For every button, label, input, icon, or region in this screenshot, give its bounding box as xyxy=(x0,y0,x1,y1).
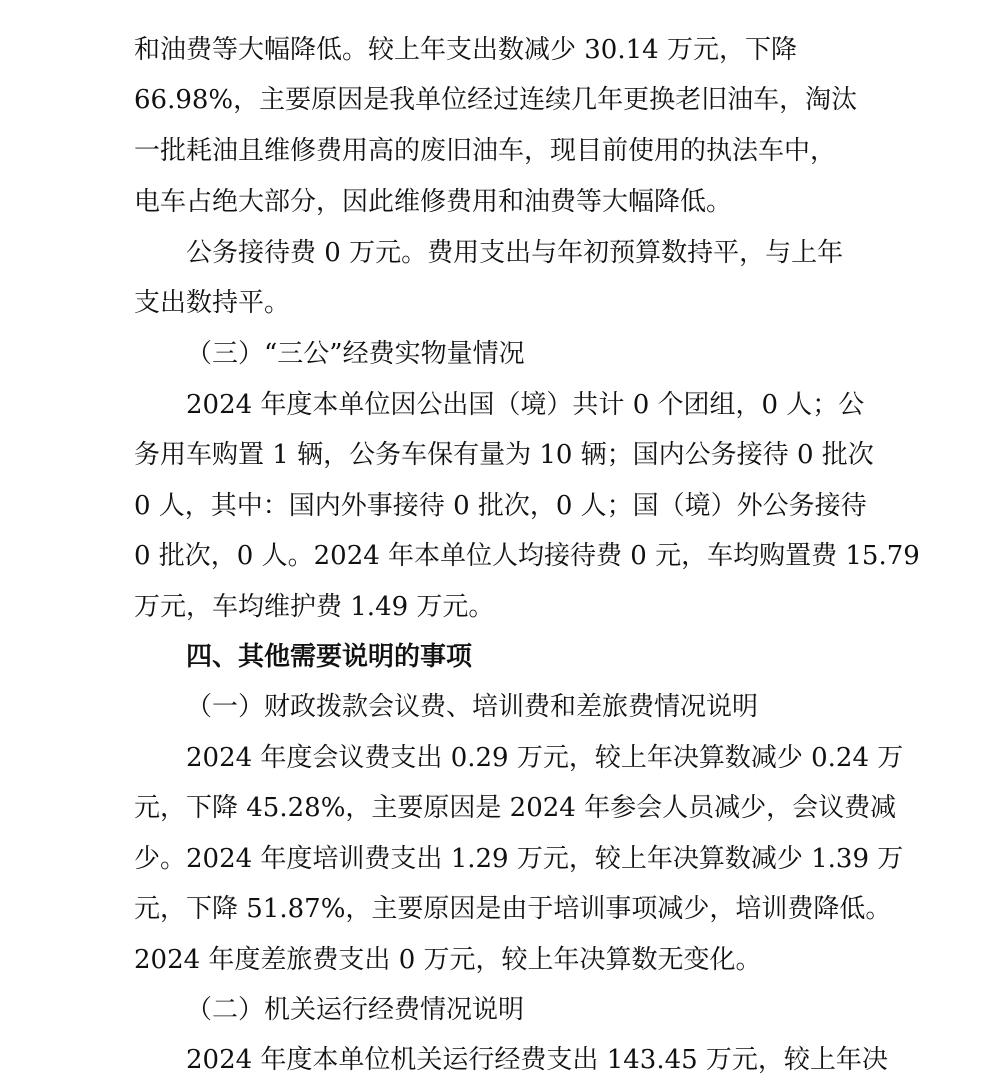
paragraph-line: 和油费等大幅降低。较上年支出数减少 30.14 万元，下降 xyxy=(134,35,797,65)
paragraph-line: 元，下降 45.28%，主要原因是 2024 年参会人员减少，会议费减 xyxy=(134,793,897,823)
paragraph-line: 0 批次，0 人。2024 年本单位人均接待费 0 元，车均购置费 15.79 xyxy=(134,541,920,571)
subsection-heading: （一）财政拨款会议费、培训费和差旅费情况说明 xyxy=(186,692,759,722)
paragraph-line: 2024 年度本单位因公出国（境）共计 0 个团组，0 人；公 xyxy=(186,390,865,420)
paragraph-line: 66.98%，主要原因是我单位经过连续几年更换老旧油车，淘汰 xyxy=(134,85,858,115)
paragraph-line: 元，下降 51.87%，主要原因是由于培训事项减少，培训费降低。 xyxy=(134,894,892,924)
paragraph-line: 支出数持平。 xyxy=(134,288,291,318)
subsection-heading: （三）“三公”经费实物量情况 xyxy=(186,339,525,369)
paragraph-line: 2024 年度本单位机关运行经费支出 143.45 万元，较上年决 xyxy=(186,1045,888,1075)
subsection-heading: （二）机关运行经费情况说明 xyxy=(186,995,525,1025)
paragraph-line: 公务接待费 0 万元。费用支出与年初预算数持平，与上年 xyxy=(186,238,844,268)
paragraph-line: 少。2024 年度培训费支出 1.29 万元，较上年决算数减少 1.39 万 xyxy=(134,844,904,874)
paragraph-line: 2024 年度会议费支出 0.29 万元，较上年决算数减少 0.24 万 xyxy=(186,743,904,773)
section-heading: 四、其他需要说明的事项 xyxy=(186,642,473,672)
paragraph-line: 万元，车均维护费 1.49 万元。 xyxy=(134,592,495,622)
paragraph-line: 2024 年度差旅费支出 0 万元，较上年决算数无变化。 xyxy=(134,945,762,975)
paragraph-line: 务用车购置 1 辆，公务车保有量为 10 辆；国内公务接待 0 批次 xyxy=(134,440,874,470)
paragraph-line: 一批耗油且维修费用高的废旧油车，现目前使用的执法车中， xyxy=(134,136,837,166)
paragraph-line: 电车占绝大部分，因此维修费用和油费等大幅降低。 xyxy=(134,187,733,217)
paragraph-line: 0 人，其中：国内外事接待 0 批次，0 人；国（境）外公务接待 xyxy=(134,491,867,521)
